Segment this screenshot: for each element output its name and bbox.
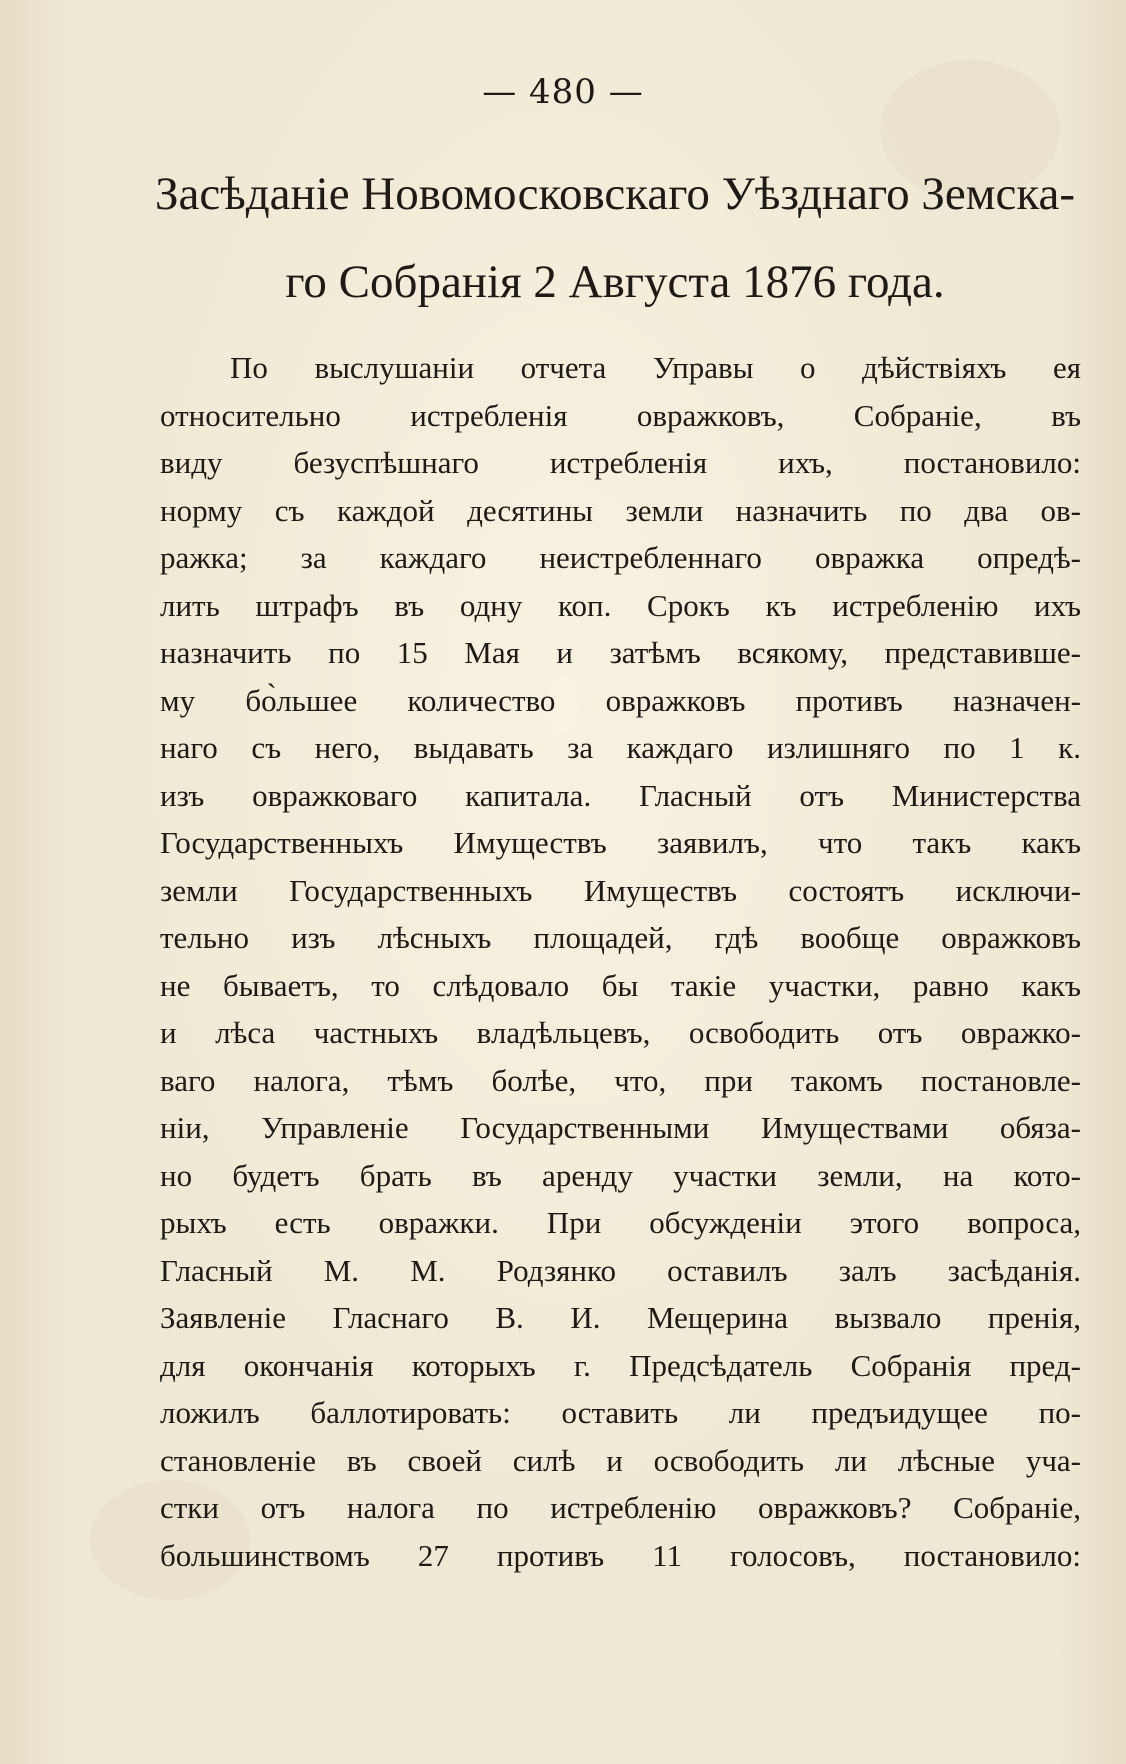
text-line: изъ овражковаго капитала. Гласный отъ Министерства — [160, 777, 1081, 813]
text-line: для окончанія которыхъ г. Предсѣдатель Собранія пред- — [160, 1347, 1081, 1383]
text-line: большинствомъ 27 противъ 11 голосовъ, постановило: — [160, 1537, 1081, 1573]
page-number: — 480 — — [482, 72, 644, 112]
text-line: Заявленіе Гласнаго В. И. Мещерина вызвало пренія, — [160, 1300, 1081, 1335]
body-paragraph — [160, 344, 1081, 1579]
text-line: относительно истребленія овражковъ, Собраніе, въ — [160, 397, 1081, 433]
text-line: По выслушаніи отчета Управы о дѣйствіяхъ ея — [230, 350, 1081, 385]
text-line: не бываетъ, то слѣдовало бы такіе участки, равно какъ — [160, 967, 1081, 1003]
section-title-line: го Собранія 2 Августа 1876 года. — [285, 256, 945, 308]
text-line: норму съ каждой десятины земли назначить по два ов- — [160, 492, 1081, 528]
text-line: но будетъ брать въ аренду участки земли, на кото- — [160, 1157, 1081, 1193]
text-line: тельно изъ лѣсныхъ площадей, гдѣ вообще овражковъ — [160, 920, 1081, 955]
text-line: и лѣса частныхъ владѣльцевъ, освободить отъ овражко- — [160, 1015, 1081, 1050]
text-line: ражка; за каждаго неистребленнаго овражка опредѣ- — [160, 540, 1081, 575]
text-line: виду безуспѣшнаго истребленія ихъ, постановило: — [160, 445, 1081, 480]
text-line: рыхъ есть овражки. При обсужденіи этого вопроса, — [160, 1205, 1081, 1240]
text-line: ваго налога, тѣмъ болѣе, что, при такомъ постановле- — [160, 1062, 1081, 1098]
text-line: стки отъ налога по истребленію овражковъ? Собраніе, — [160, 1490, 1081, 1525]
text-line: ложилъ баллотировать: оставить ли предъидущее по- — [160, 1395, 1081, 1430]
text-line: Гласный М. М. Родзянко оставилъ залъ засѣданія. — [160, 1252, 1081, 1288]
section-title-line: Засѣданіе Новомосковскаго Уѣзднаго Земска- — [154, 168, 1076, 220]
text-line: му бо̀льшее количество овражковъ противъ назначен- — [160, 682, 1081, 718]
text-line: назначить по 15 Мая и затѣмъ всякому, представивше- — [160, 635, 1081, 670]
text-line: Государственныхъ Имуществъ заявилъ, что такъ какъ — [160, 825, 1081, 860]
text-line: земли Государственныхъ Имуществъ состоятъ исключи- — [160, 872, 1081, 908]
text-line: ніи, Управленіе Государственными Имуществами обяза- — [160, 1110, 1081, 1145]
section-title — [150, 150, 1080, 326]
text-line: наго съ него, выдавать за каждаго излишняго по 1 к. — [160, 730, 1081, 765]
text-line: лить штрафъ въ одну коп. Срокъ къ истребленію ихъ — [160, 587, 1081, 623]
text-line: становленіе въ своей силѣ и освободить ли лѣсные уча- — [160, 1442, 1081, 1478]
